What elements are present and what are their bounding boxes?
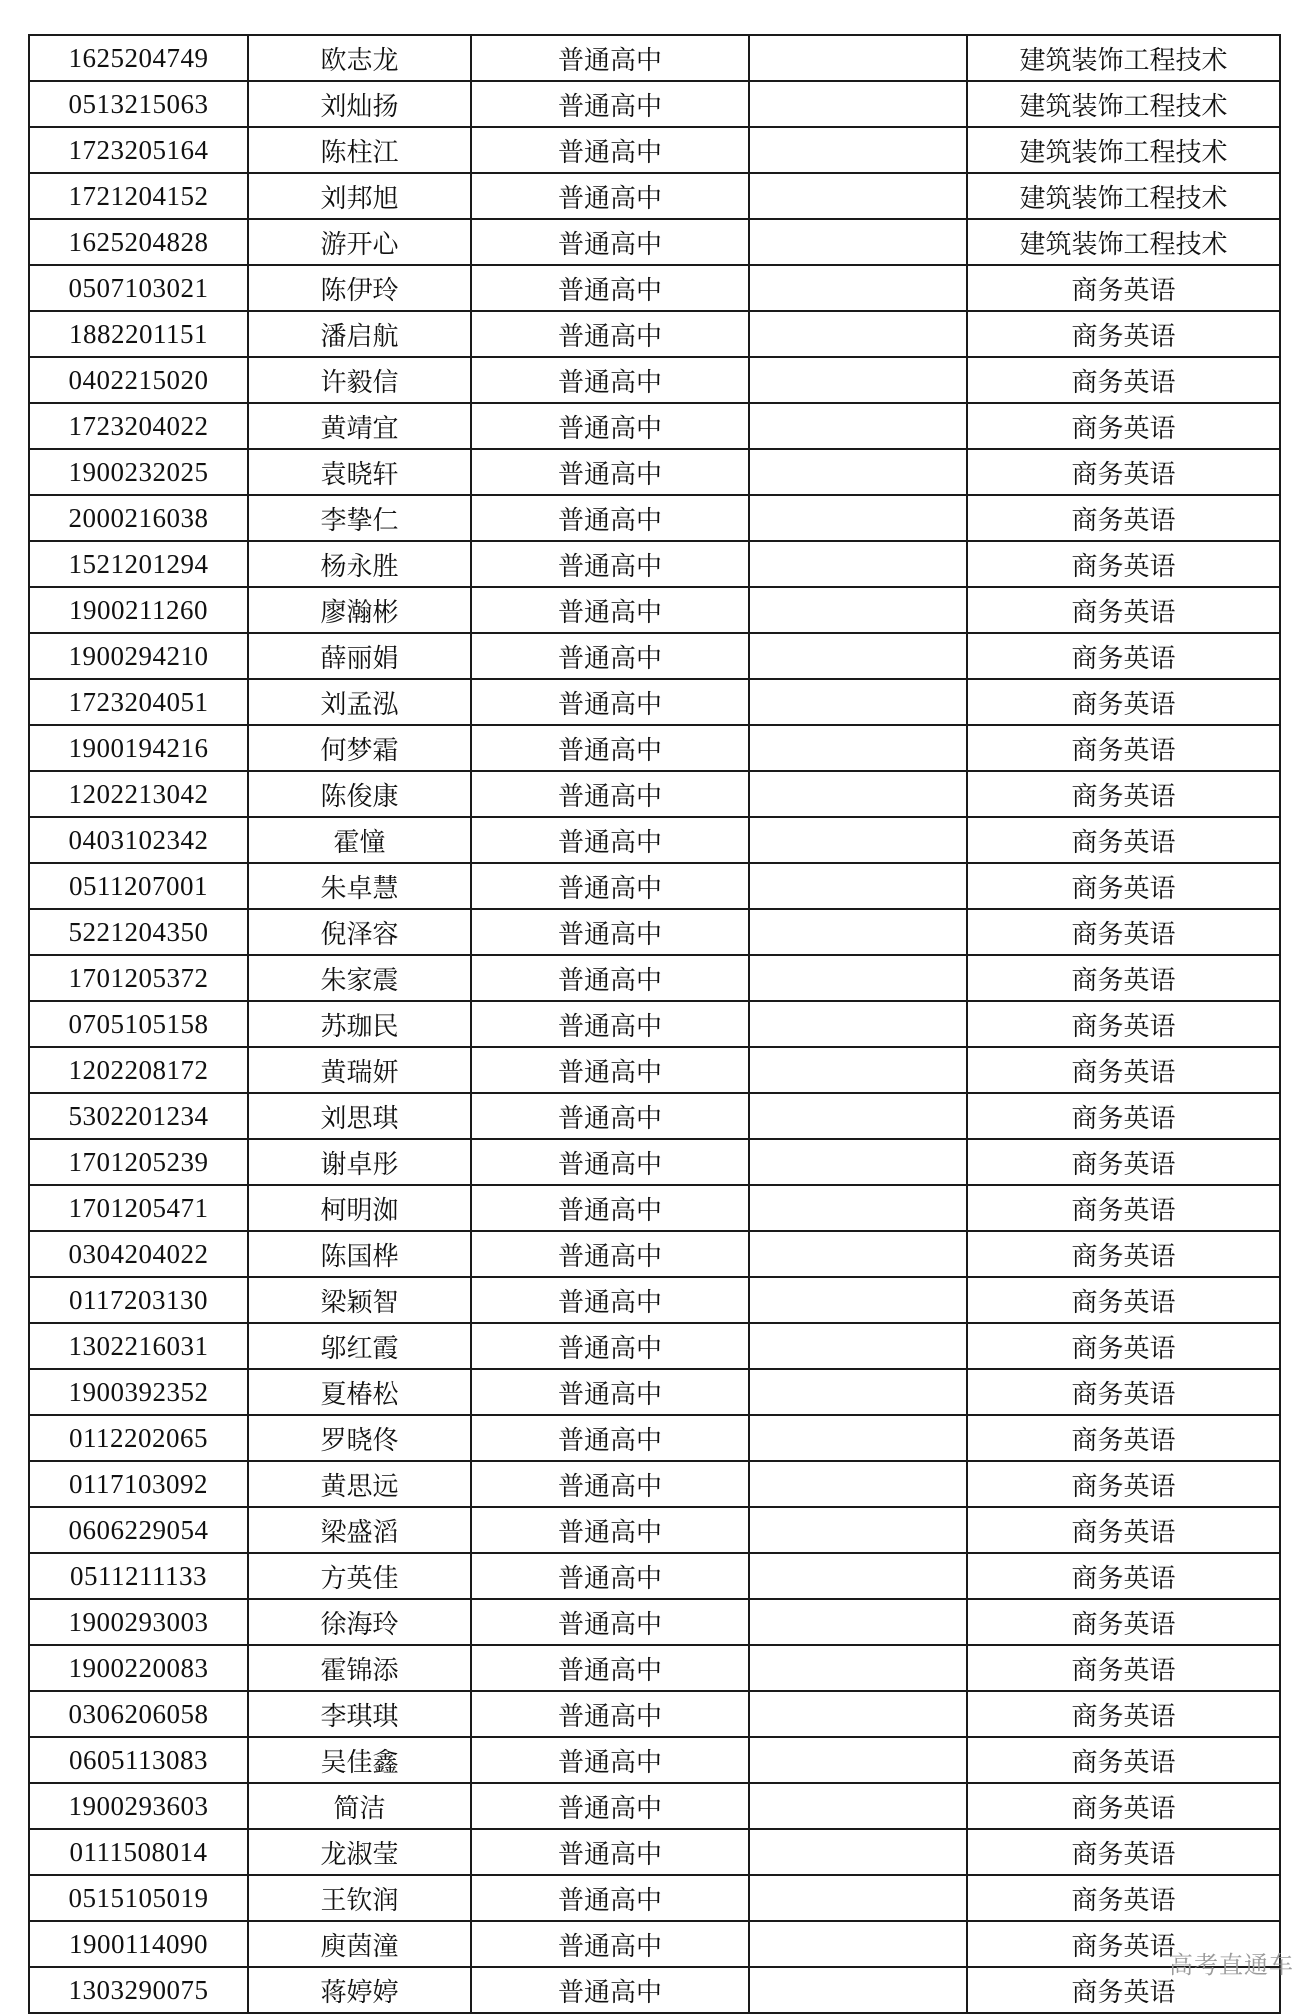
major-cell: 商务英语: [967, 1461, 1280, 1507]
school-type-cell: 普通高中: [471, 173, 749, 219]
table-row: [29, 1139, 1280, 1185]
school-type-cell: 普通高中: [471, 1047, 749, 1093]
school-type-cell: 普通高中: [471, 357, 749, 403]
major-cell: 商务英语: [967, 771, 1280, 817]
student-name-cell: 何梦霜: [248, 725, 471, 771]
empty-cell: [749, 633, 967, 679]
major-cell: 商务英语: [967, 1507, 1280, 1553]
student-name-cell: 李挚仁: [248, 495, 471, 541]
school-type-cell: 普通高中: [471, 1507, 749, 1553]
school-type-cell: 普通高中: [471, 633, 749, 679]
student-name-cell: 陈柱江: [248, 127, 471, 173]
school-type-cell: 普通高中: [471, 265, 749, 311]
candidate-id-cell: 1202213042: [29, 771, 248, 817]
empty-cell: [749, 357, 967, 403]
empty-cell: [749, 1139, 967, 1185]
student-name-cell: 黄瑞妍: [248, 1047, 471, 1093]
candidate-id-cell: 1900220083: [29, 1645, 248, 1691]
student-name-cell: 廖瀚彬: [248, 587, 471, 633]
candidate-id-cell: 0117103092: [29, 1461, 248, 1507]
major-cell: 建筑装饰工程技术: [967, 127, 1280, 173]
student-name-cell: 陈伊玲: [248, 265, 471, 311]
school-type-cell: 普通高中: [471, 35, 749, 81]
table-row: [29, 1461, 1280, 1507]
school-type-cell: 普通高中: [471, 1093, 749, 1139]
candidate-id-cell: 0304204022: [29, 1231, 248, 1277]
candidate-id-cell: 0402215020: [29, 357, 248, 403]
empty-cell: [749, 265, 967, 311]
school-type-cell: 普通高中: [471, 219, 749, 265]
major-cell: 商务英语: [967, 495, 1280, 541]
empty-cell: [749, 311, 967, 357]
candidate-id-cell: 0403102342: [29, 817, 248, 863]
student-name-cell: 霍锦添: [248, 1645, 471, 1691]
school-type-cell: 普通高中: [471, 1001, 749, 1047]
table-row: [29, 311, 1280, 357]
table-row: [29, 1875, 1280, 1921]
empty-cell: [749, 541, 967, 587]
major-cell: 商务英语: [967, 1967, 1280, 2013]
school-type-cell: 普通高中: [471, 127, 749, 173]
major-cell: 商务英语: [967, 311, 1280, 357]
school-type-cell: 普通高中: [471, 817, 749, 863]
table-row: [29, 1921, 1280, 1967]
school-type-cell: 普通高中: [471, 955, 749, 1001]
candidate-id-cell: 1900293003: [29, 1599, 248, 1645]
table-row: [29, 1599, 1280, 1645]
major-cell: 商务英语: [967, 1047, 1280, 1093]
table-row: [29, 725, 1280, 771]
empty-cell: [749, 771, 967, 817]
major-cell: 商务英语: [967, 265, 1280, 311]
candidate-id-cell: 1521201294: [29, 541, 248, 587]
student-name-cell: 谢卓彤: [248, 1139, 471, 1185]
admission-list-body: [29, 35, 1280, 2013]
empty-cell: [749, 219, 967, 265]
table-row: [29, 173, 1280, 219]
major-cell: 商务英语: [967, 1875, 1280, 1921]
empty-cell: [749, 1553, 967, 1599]
school-type-cell: 普通高中: [471, 1645, 749, 1691]
school-type-cell: 普通高中: [471, 495, 749, 541]
empty-cell: [749, 1829, 967, 1875]
student-name-cell: 朱卓慧: [248, 863, 471, 909]
school-type-cell: 普通高中: [471, 81, 749, 127]
empty-cell: [749, 1323, 967, 1369]
school-type-cell: 普通高中: [471, 1231, 749, 1277]
candidate-id-cell: 1900392352: [29, 1369, 248, 1415]
table-row: [29, 1047, 1280, 1093]
candidate-id-cell: 1701205239: [29, 1139, 248, 1185]
candidate-id-cell: 0515105019: [29, 1875, 248, 1921]
student-name-cell: 庾茵潼: [248, 1921, 471, 1967]
major-cell: 商务英语: [967, 955, 1280, 1001]
major-cell: 商务英语: [967, 817, 1280, 863]
student-name-cell: 倪泽容: [248, 909, 471, 955]
major-cell: 商务英语: [967, 1599, 1280, 1645]
major-cell: 建筑装饰工程技术: [967, 173, 1280, 219]
student-name-cell: 吴佳鑫: [248, 1737, 471, 1783]
school-type-cell: 普通高中: [471, 403, 749, 449]
empty-cell: [749, 1415, 967, 1461]
table-row: [29, 1185, 1280, 1231]
table-row: [29, 1093, 1280, 1139]
empty-cell: [749, 1001, 967, 1047]
school-type-cell: 普通高中: [471, 1921, 749, 1967]
table-row: [29, 1783, 1280, 1829]
table-row: [29, 127, 1280, 173]
candidate-id-cell: 0117203130: [29, 1277, 248, 1323]
school-type-cell: 普通高中: [471, 1829, 749, 1875]
school-type-cell: 普通高中: [471, 449, 749, 495]
table-row: [29, 1001, 1280, 1047]
candidate-id-cell: 1302216031: [29, 1323, 248, 1369]
table-row: [29, 541, 1280, 587]
student-name-cell: 霍憧: [248, 817, 471, 863]
candidate-id-cell: 0606229054: [29, 1507, 248, 1553]
major-cell: 商务英语: [967, 357, 1280, 403]
student-name-cell: 李琪琪: [248, 1691, 471, 1737]
student-name-cell: 梁盛滔: [248, 1507, 471, 1553]
empty-cell: [749, 1277, 967, 1323]
empty-cell: [749, 817, 967, 863]
empty-cell: [749, 127, 967, 173]
student-name-cell: 邬红霞: [248, 1323, 471, 1369]
student-name-cell: 杨永胜: [248, 541, 471, 587]
major-cell: 商务英语: [967, 863, 1280, 909]
student-name-cell: 陈国桦: [248, 1231, 471, 1277]
table-row: [29, 955, 1280, 1001]
empty-cell: [749, 1645, 967, 1691]
candidate-id-cell: 1625204828: [29, 219, 248, 265]
candidate-id-cell: 1721204152: [29, 173, 248, 219]
empty-cell: [749, 1047, 967, 1093]
candidate-id-cell: 2000216038: [29, 495, 248, 541]
student-name-cell: 罗晓佟: [248, 1415, 471, 1461]
student-name-cell: 刘灿扬: [248, 81, 471, 127]
empty-cell: [749, 909, 967, 955]
empty-cell: [749, 1185, 967, 1231]
school-type-cell: 普通高中: [471, 863, 749, 909]
student-name-cell: 陈俊康: [248, 771, 471, 817]
table-row: [29, 495, 1280, 541]
empty-cell: [749, 1093, 967, 1139]
table-row: [29, 1231, 1280, 1277]
student-name-cell: 黄靖宜: [248, 403, 471, 449]
major-cell: 商务英语: [967, 679, 1280, 725]
table-row: [29, 449, 1280, 495]
candidate-id-cell: 0507103021: [29, 265, 248, 311]
candidate-id-cell: 0511211133: [29, 1553, 248, 1599]
empty-cell: [749, 1783, 967, 1829]
empty-cell: [749, 587, 967, 633]
major-cell: 商务英语: [967, 1185, 1280, 1231]
candidate-id-cell: 5221204350: [29, 909, 248, 955]
major-cell: 商务英语: [967, 633, 1280, 679]
table-row: [29, 1415, 1280, 1461]
table-row: [29, 1507, 1280, 1553]
major-cell: 商务英语: [967, 1139, 1280, 1185]
major-cell: 商务英语: [967, 1829, 1280, 1875]
school-type-cell: 普通高中: [471, 1783, 749, 1829]
table-row: [29, 1967, 1280, 2013]
watermark-text: 高考直通车: [1169, 1951, 1294, 1979]
table-row: [29, 265, 1280, 311]
major-cell: 商务英语: [967, 1691, 1280, 1737]
student-name-cell: 袁晓轩: [248, 449, 471, 495]
student-name-cell: 许毅信: [248, 357, 471, 403]
candidate-id-cell: 0306206058: [29, 1691, 248, 1737]
school-type-cell: 普通高中: [471, 1323, 749, 1369]
empty-cell: [749, 81, 967, 127]
major-cell: 商务英语: [967, 541, 1280, 587]
empty-cell: [749, 1737, 967, 1783]
school-type-cell: 普通高中: [471, 1369, 749, 1415]
school-type-cell: 普通高中: [471, 1875, 749, 1921]
major-cell: 商务英语: [967, 1553, 1280, 1599]
candidate-id-cell: 0705105158: [29, 1001, 248, 1047]
table-row: [29, 1277, 1280, 1323]
major-cell: 商务英语: [967, 587, 1280, 633]
table-row: [29, 1829, 1280, 1875]
major-cell: 商务英语: [967, 1001, 1280, 1047]
student-name-cell: 梁颖智: [248, 1277, 471, 1323]
major-cell: 商务英语: [967, 1277, 1280, 1323]
table-row: [29, 357, 1280, 403]
table-row: [29, 587, 1280, 633]
table-row: [29, 1691, 1280, 1737]
admission-list-table: [28, 34, 1281, 2014]
student-name-cell: 夏椿松: [248, 1369, 471, 1415]
major-cell: 商务英语: [967, 1737, 1280, 1783]
school-type-cell: 普通高中: [471, 909, 749, 955]
candidate-id-cell: 0112202065: [29, 1415, 248, 1461]
student-name-cell: 王钦润: [248, 1875, 471, 1921]
student-name-cell: 刘思琪: [248, 1093, 471, 1139]
empty-cell: [749, 1599, 967, 1645]
table-row: [29, 1323, 1280, 1369]
major-cell: 商务英语: [967, 1369, 1280, 1415]
empty-cell: [749, 1875, 967, 1921]
table-row: [29, 219, 1280, 265]
major-cell: 商务英语: [967, 403, 1280, 449]
empty-cell: [749, 403, 967, 449]
empty-cell: [749, 495, 967, 541]
empty-cell: [749, 449, 967, 495]
student-name-cell: 方英佳: [248, 1553, 471, 1599]
student-name-cell: 刘孟泓: [248, 679, 471, 725]
empty-cell: [749, 173, 967, 219]
empty-cell: [749, 955, 967, 1001]
student-name-cell: 刘邦旭: [248, 173, 471, 219]
student-name-cell: 薛丽娟: [248, 633, 471, 679]
table-row: [29, 1369, 1280, 1415]
table-row: [29, 35, 1280, 81]
candidate-id-cell: 1900293603: [29, 1783, 248, 1829]
school-type-cell: 普通高中: [471, 725, 749, 771]
major-cell: 建筑装饰工程技术: [967, 81, 1280, 127]
table-row: [29, 863, 1280, 909]
school-type-cell: 普通高中: [471, 1691, 749, 1737]
empty-cell: [749, 863, 967, 909]
table-row: [29, 1553, 1280, 1599]
school-type-cell: 普通高中: [471, 311, 749, 357]
major-cell: 建筑装饰工程技术: [967, 219, 1280, 265]
table-row: [29, 403, 1280, 449]
major-cell: 商务英语: [967, 1921, 1280, 1967]
school-type-cell: 普通高中: [471, 1461, 749, 1507]
candidate-id-cell: 1303290075: [29, 1967, 248, 2013]
table-row: [29, 1645, 1280, 1691]
candidate-id-cell: 0511207001: [29, 863, 248, 909]
school-type-cell: 普通高中: [471, 1737, 749, 1783]
candidate-id-cell: 1625204749: [29, 35, 248, 81]
school-type-cell: 普通高中: [471, 1139, 749, 1185]
student-name-cell: 苏珈民: [248, 1001, 471, 1047]
student-name-cell: 黄思远: [248, 1461, 471, 1507]
major-cell: 商务英语: [967, 1415, 1280, 1461]
major-cell: 商务英语: [967, 449, 1280, 495]
student-name-cell: 柯明洳: [248, 1185, 471, 1231]
empty-cell: [749, 1369, 967, 1415]
empty-cell: [749, 1691, 967, 1737]
school-type-cell: 普通高中: [471, 1599, 749, 1645]
table-row: [29, 81, 1280, 127]
student-name-cell: 徐海玲: [248, 1599, 471, 1645]
student-name-cell: 欧志龙: [248, 35, 471, 81]
major-cell: 商务英语: [967, 725, 1280, 771]
candidate-id-cell: 0513215063: [29, 81, 248, 127]
student-name-cell: 游开心: [248, 219, 471, 265]
student-name-cell: 简洁: [248, 1783, 471, 1829]
empty-cell: [749, 1231, 967, 1277]
table-row: [29, 771, 1280, 817]
candidate-id-cell: 1701205471: [29, 1185, 248, 1231]
school-type-cell: 普通高中: [471, 1967, 749, 2013]
major-cell: 商务英语: [967, 1231, 1280, 1277]
candidate-id-cell: 1723204051: [29, 679, 248, 725]
major-cell: 商务英语: [967, 909, 1280, 955]
candidate-id-cell: 0605113083: [29, 1737, 248, 1783]
table-row: [29, 633, 1280, 679]
major-cell: 商务英语: [967, 1783, 1280, 1829]
candidate-id-cell: 0111508014: [29, 1829, 248, 1875]
major-cell: 商务英语: [967, 1645, 1280, 1691]
table-row: [29, 909, 1280, 955]
empty-cell: [749, 725, 967, 771]
school-type-cell: 普通高中: [471, 1553, 749, 1599]
school-type-cell: 普通高中: [471, 1277, 749, 1323]
candidate-id-cell: 1900114090: [29, 1921, 248, 1967]
student-name-cell: 蒋婷婷: [248, 1967, 471, 2013]
school-type-cell: 普通高中: [471, 1415, 749, 1461]
student-name-cell: 龙淑莹: [248, 1829, 471, 1875]
empty-cell: [749, 35, 967, 81]
candidate-id-cell: 5302201234: [29, 1093, 248, 1139]
table-row: [29, 679, 1280, 725]
candidate-id-cell: 1723205164: [29, 127, 248, 173]
empty-cell: [749, 1507, 967, 1553]
school-type-cell: 普通高中: [471, 679, 749, 725]
school-type-cell: 普通高中: [471, 541, 749, 587]
school-type-cell: 普通高中: [471, 587, 749, 633]
candidate-id-cell: 1882201151: [29, 311, 248, 357]
candidate-id-cell: 1900232025: [29, 449, 248, 495]
major-cell: 商务英语: [967, 1093, 1280, 1139]
candidate-id-cell: 1202208172: [29, 1047, 248, 1093]
school-type-cell: 普通高中: [471, 1185, 749, 1231]
empty-cell: [749, 1967, 967, 2013]
candidate-id-cell: 1900294210: [29, 633, 248, 679]
empty-cell: [749, 1921, 967, 1967]
candidate-id-cell: 1701205372: [29, 955, 248, 1001]
school-type-cell: 普通高中: [471, 771, 749, 817]
student-name-cell: 朱家震: [248, 955, 471, 1001]
major-cell: 建筑装饰工程技术: [967, 35, 1280, 81]
student-name-cell: 潘启航: [248, 311, 471, 357]
empty-cell: [749, 1461, 967, 1507]
candidate-id-cell: 1900194216: [29, 725, 248, 771]
candidate-id-cell: 1900211260: [29, 587, 248, 633]
empty-cell: [749, 679, 967, 725]
table-row: [29, 817, 1280, 863]
candidate-id-cell: 1723204022: [29, 403, 248, 449]
table-row: [29, 1737, 1280, 1783]
major-cell: 商务英语: [967, 1323, 1280, 1369]
